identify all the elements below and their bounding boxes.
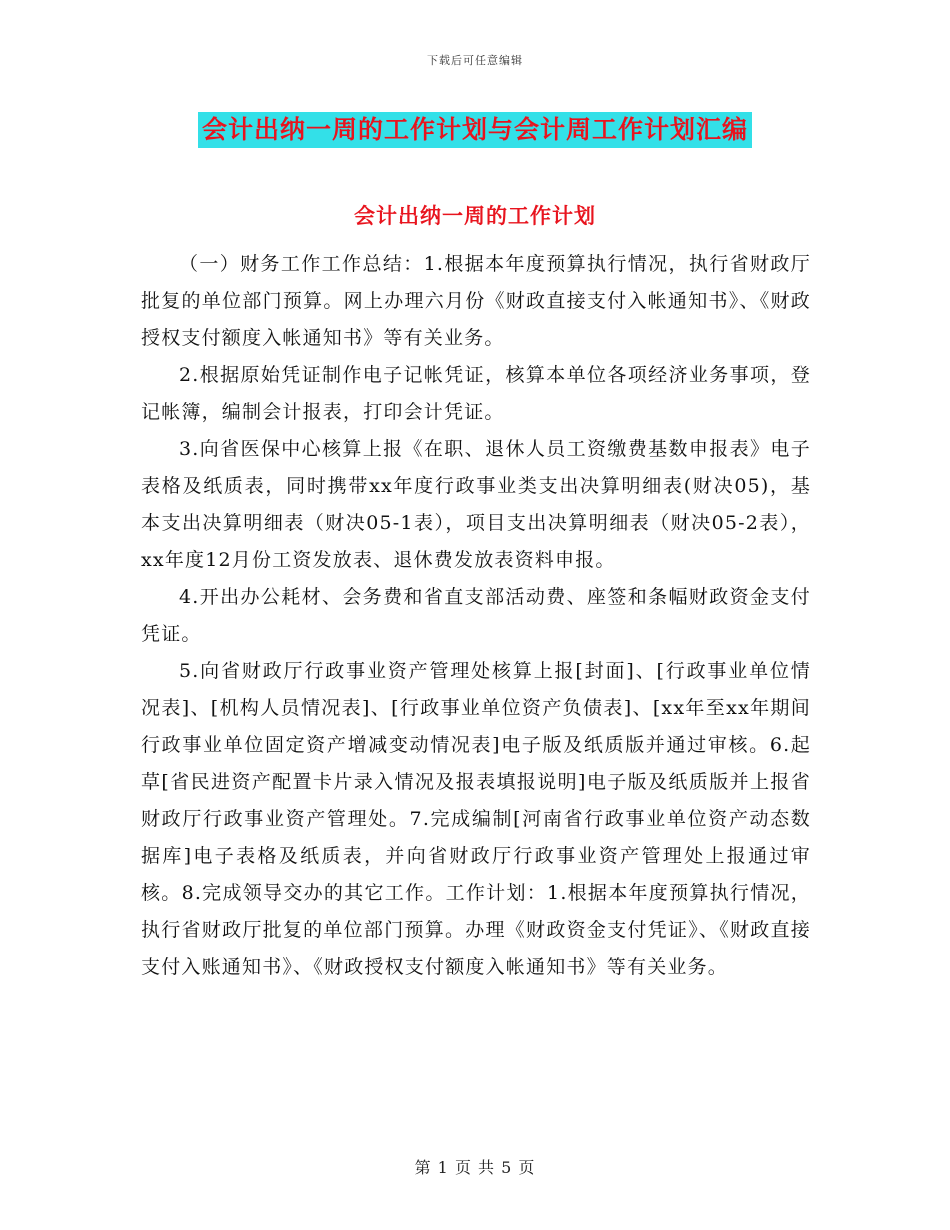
paragraph-4: 4.开出办公耗材、会务费和省直支部活动费、座签和条幅财政资金支付凭证。 (141, 586, 811, 645)
main-title-wrap (0, 112, 950, 148)
document-body (141, 246, 811, 986)
paragraph-2: 2.根据原始凭证制作电子记帐凭证，核算本单位各项经济业务事项，登记帐簿，编制会计报表，打印会计凭证。 (141, 364, 811, 423)
paragraph-1: （一）财务工作工作总结：1.根据本年度预算执行情况，执行省财政厅批复的单位部门预算。网上办理六月份《财政直接支付入帐通知书》、《财政授权支付额度入帐通知书》等有关业务。 (141, 253, 811, 349)
paragraph-5: 5.向省财政厅行政事业资产管理处核算上报[封面]、[行政事业单位情况表]、[机构人员情况表]、[行政事业单位资产负债表]、[xx年至xx年期间行政事业单位固定资产增减变动情况表]电子版及纸质版并通过审核。6.起草[省民进资产配置卡片录入情况及报表填报说明]电子版及纸质版并上报省财政厅行政事业资产管理处。7.完成编制[河南省行政事业单位资产动态数据库]电子表格及纸质表，并向省财政厅行政事业资产管理处上报通过审核。8.完成领导交办的其它工作。工作计划：1.根据本年度预算执行情况，执行省财政厅批复的单位部门预算。办理《财政资金支付凭证》、《财政直接支付入账通知书》、《财政授权支付额度入帐通知书》等有关业务。 (141, 660, 811, 978)
page-number: 第 1 页 共 5 页 (414, 1158, 536, 1177)
header-note: 下载后可任意编辑 (427, 54, 523, 67)
main-title: 会计出纳一周的工作计划与会计周工作计划汇编 (198, 112, 752, 148)
section-title: 会计出纳一周的工作计划 (354, 204, 596, 228)
paragraph-3: 3.向省医保中心核算上报《在职、退休人员工资缴费基数申报表》电子表格及纸质表，同时携带xx年度行政事业类支出决算明细表(财决05)，基本支出决算明细表（财决05-1表），项目支出决算明细表（财决05-2表），xx年度12月份工资发放表、退休费发放表资料申报。 (141, 438, 811, 571)
